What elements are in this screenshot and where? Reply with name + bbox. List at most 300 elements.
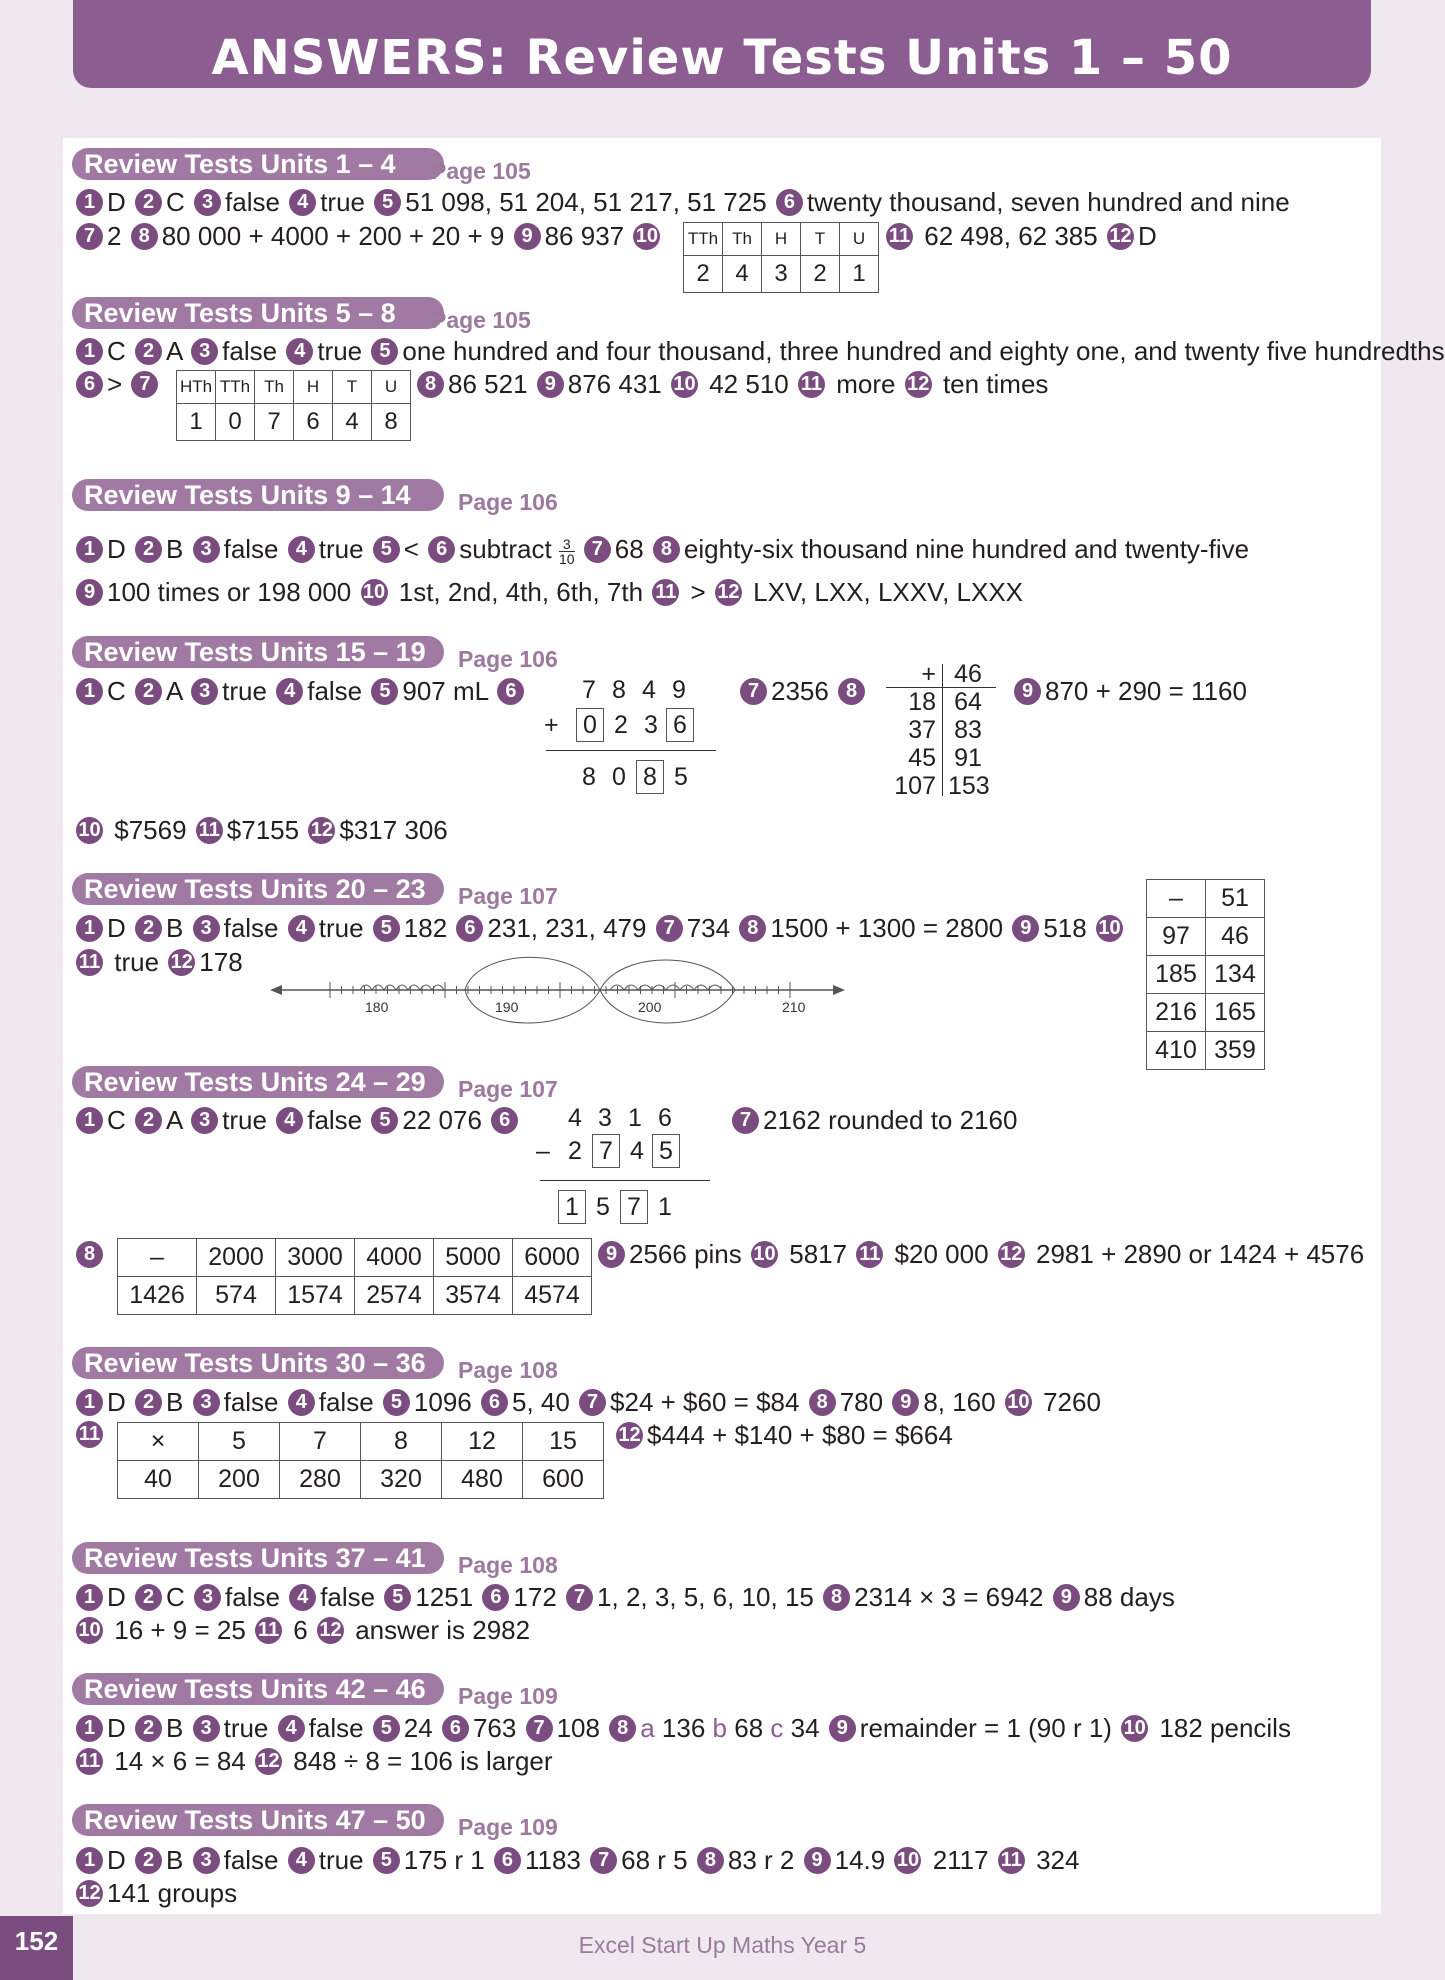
answer-text: D [107, 1713, 126, 1743]
answer-text: 182 [403, 913, 448, 943]
answer-number: 11 [886, 223, 913, 250]
page-reference: Page 107 [458, 1076, 558, 1102]
answer-number: 3 [193, 1715, 220, 1742]
answer-number: 12 [1107, 223, 1134, 250]
answer-number: 3 [191, 338, 218, 365]
table-cell: – [118, 1239, 197, 1277]
section-header: Review Tests Units 37 – 41 [72, 1542, 444, 1574]
answer-number: 12 [76, 1880, 103, 1907]
answer-number: 9 [598, 1241, 625, 1268]
table-cell: 12 [442, 1423, 523, 1461]
answer-number: 8 [697, 1847, 724, 1874]
answer-text: 5, 40 [511, 1387, 570, 1417]
answer-number: 10 [1005, 1389, 1032, 1416]
answer-text: false [320, 1582, 376, 1612]
answer-text: $7155 [226, 815, 300, 845]
answer-text: 848 ÷ 8 = 106 is larger [293, 1746, 553, 1776]
table-cell: U [840, 223, 879, 256]
answer-text: 907 mL [402, 676, 489, 706]
answer-number: 4 [289, 189, 316, 216]
answer-number: 4 [289, 1584, 316, 1611]
table-cell: 51 [1206, 880, 1265, 918]
section-header: Review Tests Units 1 – 4 [72, 148, 444, 180]
answer-line [614, 1419, 953, 1451]
answer-text: C [107, 336, 126, 366]
table-cell: 359 [1206, 1032, 1265, 1070]
answer-text: 1, 2, 3, 5, 6, 10, 15 [597, 1582, 814, 1612]
answer-number: 5 [373, 536, 400, 563]
page-number: 152 [0, 1916, 73, 1980]
answer-text: false [222, 336, 278, 366]
answer-number: 12 [255, 1748, 282, 1775]
table-cell: 46 [1206, 918, 1265, 956]
answer-text: false [308, 1713, 364, 1743]
answer-line [74, 186, 1290, 218]
table-cell: 1 [177, 404, 216, 441]
table-cell: 1426 [118, 1277, 197, 1315]
table-cell: 410 [1147, 1032, 1206, 1070]
tick-label: 190 [495, 999, 519, 1015]
answer-text: B [166, 1713, 184, 1743]
answer-text: C [107, 1105, 126, 1135]
answer-text: false [223, 534, 279, 564]
answer-line [74, 1581, 1175, 1613]
answer-number: 12 [998, 1241, 1025, 1268]
answer-text: 24 [403, 1713, 433, 1743]
answer-text: D [107, 913, 126, 943]
answer-number: 2 [135, 915, 162, 942]
answer-text: 231, 231, 479 [487, 913, 647, 943]
answer-number: 5 [371, 338, 398, 365]
answer-number: 10 [1096, 915, 1123, 942]
table-cell: 1 [840, 256, 879, 293]
answer-text: D [107, 1387, 126, 1417]
table-cell: U [372, 371, 411, 404]
section-header: Review Tests Units 15 – 19 [72, 636, 444, 668]
answer-text: 68 [734, 1713, 764, 1743]
answer-number: 6 [428, 536, 455, 563]
answer-text: 518 [1043, 913, 1087, 943]
section-header: Review Tests Units 42 – 46 [72, 1673, 444, 1705]
answer-line [884, 220, 1157, 252]
answer-text: false [225, 187, 280, 217]
page-reference: Page 106 [458, 489, 558, 515]
answer-line [74, 814, 448, 846]
answer-line [74, 1877, 237, 1909]
section-header: Review Tests Units 47 – 50 [72, 1804, 444, 1836]
answer-number: 8 [823, 1584, 850, 1611]
answer-text: B [166, 913, 184, 943]
page-reference: Page 106 [458, 646, 558, 672]
answer-number: 8 [739, 915, 766, 942]
answer-line [74, 1745, 553, 1777]
answer-text: > [690, 577, 706, 607]
answer-text: one hundred and four thousand, three hundred and eighty one, and twenty five hundredths [402, 336, 1445, 366]
answer-number: 11 [798, 371, 825, 398]
table-cell: 5000 [434, 1239, 513, 1277]
answer-text: false [223, 913, 279, 943]
answer-text: 5817 [789, 1239, 848, 1269]
answer-number: 3 [193, 915, 220, 942]
answer-number: 4 [288, 1847, 315, 1874]
answer-text: $24 + $60 = $84 [610, 1387, 800, 1417]
answer-line [74, 912, 1127, 944]
answer-text: 108 [556, 1713, 600, 1743]
answer-text: 2566 pins [629, 1239, 742, 1269]
answer-number: 6 [491, 1107, 518, 1134]
table-cell: Th [255, 371, 294, 404]
answer-line [74, 576, 1023, 608]
answer-number: 6 [494, 1847, 521, 1874]
answer-text: 51 098, 51 204, 51 217, 51 725 [405, 187, 767, 217]
answer-text: 16 + 9 = 25 [114, 1615, 246, 1645]
answer-number: 6 [442, 1715, 469, 1742]
answer-number: 1 [76, 678, 103, 705]
answer-text: true [114, 947, 160, 977]
answer-text: 876 431 [567, 369, 662, 399]
page-reference: Page 105 [431, 307, 531, 333]
answer-number: 11 [76, 1748, 103, 1775]
answer-line [74, 533, 1249, 566]
answer-text: 14.9 [834, 1845, 886, 1875]
answer-text: 2162 rounded to 2160 [763, 1105, 1018, 1135]
table-cell: 185 [1147, 956, 1206, 994]
answer-number: 7 [76, 223, 103, 250]
answer-text: 324 [1036, 1845, 1080, 1875]
answer-text: 80 000 + 4000 + 200 + 20 + 9 [161, 221, 505, 251]
answer-text: D [107, 187, 126, 217]
table-cell: 6 [294, 404, 333, 441]
answer-line [74, 220, 664, 252]
answer-text: a [640, 1713, 655, 1743]
table-cell: 4000 [355, 1239, 434, 1277]
answer-number: 5 [374, 189, 401, 216]
table-cell: HTh [177, 371, 216, 404]
answer-text: 2314 × 3 = 6942 [854, 1582, 1044, 1612]
table-cell: 3 [762, 256, 801, 293]
answer-line [74, 946, 243, 978]
answer-number: 8 [131, 223, 158, 250]
table-cell: × [118, 1423, 199, 1461]
answer-number: 9 [1053, 1584, 1080, 1611]
answer-text: 763 [472, 1713, 517, 1743]
answer-number: 4 [276, 678, 303, 705]
answer-number: 6 [76, 371, 103, 398]
table-cell: 134 [1206, 956, 1265, 994]
answer-number: 11 [76, 949, 103, 976]
page-reference: Page 108 [458, 1552, 558, 1578]
answer-text: B [166, 1845, 184, 1875]
answer-number: 7 [579, 1389, 606, 1416]
table-cell: 200 [199, 1461, 280, 1499]
answer-number: 8 [76, 1241, 103, 1268]
answer-number: 9 [1014, 678, 1041, 705]
answer-number: 8 [417, 371, 444, 398]
section-header: Review Tests Units 30 – 36 [72, 1347, 444, 1379]
table-cell: 8 [361, 1423, 442, 1461]
answer-number: 2 [135, 1107, 162, 1134]
answer-line [415, 368, 1048, 400]
answer-text: 178 [199, 947, 243, 977]
answer-text: C [107, 676, 126, 706]
answer-number: 1 [76, 1847, 103, 1874]
table-cell: 8 [372, 404, 411, 441]
answer-text: $444 + $140 + $80 = $664 [647, 1420, 953, 1450]
page-reference: Page 105 [431, 158, 531, 184]
tick-label: 210 [782, 999, 806, 1015]
answer-number: 9 [829, 1715, 856, 1742]
answer-text: D [107, 534, 126, 564]
table-cell: 7 [280, 1423, 361, 1461]
answer-text: 7260 [1043, 1387, 1101, 1417]
answer-text: 734 [686, 913, 731, 943]
table-cell: 2574 [355, 1277, 434, 1315]
answer-text: B [166, 1387, 184, 1417]
answer-number: 12 [308, 817, 335, 844]
answer-number: 9 [804, 1847, 831, 1874]
answer-text: b [712, 1713, 727, 1743]
answer-number: 5 [384, 1584, 411, 1611]
table-cell: 280 [280, 1461, 361, 1499]
answer-number: 6 [481, 1389, 508, 1416]
table-cell: 4574 [513, 1277, 592, 1315]
answer-number: 7 [566, 1584, 593, 1611]
answer-number: 6 [776, 189, 803, 216]
answer-number: 8 [809, 1389, 836, 1416]
answer-number: 10 [671, 371, 698, 398]
answer-number: 9 [537, 371, 564, 398]
answer-text: true [318, 913, 364, 943]
answer-number: 2 [135, 1847, 162, 1874]
answer-number: 1 [76, 915, 103, 942]
answer-text: false [223, 1845, 279, 1875]
table-cell: 2000 [197, 1239, 276, 1277]
answer-text: false [307, 676, 363, 706]
table-cell: 480 [442, 1461, 523, 1499]
table-cell: 600 [523, 1461, 604, 1499]
answer-text: 2117 [932, 1845, 989, 1875]
answer-text: true [222, 676, 267, 706]
answer-number: 1 [76, 1107, 103, 1134]
place-value-table [683, 222, 879, 293]
answer-number: 2 [135, 536, 162, 563]
answer-line [74, 1418, 107, 1450]
answer-text: D [107, 1582, 126, 1612]
answer-number: 7 [526, 1715, 553, 1742]
answer-text: false [223, 1387, 279, 1417]
answer-number: 5 [371, 678, 398, 705]
answer-line [74, 335, 1445, 367]
answer-text: more [836, 369, 896, 399]
answer-text: true [318, 1845, 364, 1875]
section-header: Review Tests Units 24 – 29 [72, 1066, 444, 1098]
subtraction-table [117, 1238, 592, 1315]
table-cell: H [294, 371, 333, 404]
answer-number: 11 [998, 1847, 1025, 1874]
answer-text: 68 [614, 534, 644, 564]
jump-arc [600, 960, 735, 1023]
answer-number: 10 [76, 817, 103, 844]
arrow-right-icon [833, 985, 845, 995]
tick-label: 200 [638, 999, 662, 1015]
answer-text: 88 days [1083, 1582, 1175, 1612]
table-cell: 2 [684, 256, 723, 293]
answer-text: 2 [107, 221, 122, 251]
answer-text: false [225, 1582, 280, 1612]
answer-number: 3 [191, 678, 218, 705]
addition-table: + 46 18 64 37 83 45 91 107 153 [886, 660, 996, 800]
answer-number: 5 [373, 1715, 400, 1742]
answer-text: B [166, 534, 184, 564]
tick-label: 180 [365, 999, 389, 1015]
answer-number: 7 [590, 1847, 617, 1874]
answer-text: 86 937 [544, 221, 625, 251]
answer-number: 3 [193, 536, 220, 563]
answer-text: c [770, 1713, 784, 1743]
answer-text: 42 510 [709, 369, 789, 399]
subtraction-table [1146, 879, 1265, 1070]
answer-line [74, 675, 528, 707]
answer-text: D [1137, 221, 1157, 251]
table-cell: Th [723, 223, 762, 256]
table-cell: 97 [1147, 918, 1206, 956]
answer-text: 136 [661, 1713, 706, 1743]
answer-number: 12 [168, 949, 195, 976]
answer-number: 12 [905, 371, 932, 398]
answer-line [730, 1104, 1017, 1136]
answer-number: 10 [751, 1241, 778, 1268]
answer-number: 10 [76, 1617, 103, 1644]
answer-number: 2 [135, 1715, 162, 1742]
answer-number: 4 [286, 338, 313, 365]
answer-number: 2 [135, 1389, 162, 1416]
answer-number: 8 [609, 1715, 636, 1742]
answer-number: 11 [76, 1421, 103, 1448]
answer-number: 3 [194, 1584, 221, 1611]
place-value-table [176, 370, 411, 441]
arrow-left-icon [270, 985, 282, 995]
page-reference: Page 108 [458, 1357, 558, 1383]
answer-text: $317 306 [339, 815, 448, 845]
answer-text: true [318, 534, 364, 564]
answer-text: 1500 + 1300 = 2800 [770, 913, 1004, 943]
answer-line [1012, 675, 1247, 707]
table-cell: 0 [216, 404, 255, 441]
multiplication-table [117, 1422, 604, 1499]
section-header: Review Tests Units 9 – 14 [72, 479, 444, 511]
answer-number: 5 [373, 1847, 400, 1874]
answer-number: 8 [838, 678, 865, 705]
answer-text: 141 groups [107, 1878, 238, 1908]
page-reference: Page 107 [458, 883, 558, 909]
answer-number: 5 [383, 1389, 410, 1416]
answer-text: A [166, 676, 182, 706]
answer-text: 1st, 2nd, 4th, 6th, 7th [398, 577, 644, 607]
page-reference: Page 109 [458, 1814, 558, 1840]
answer-text: 22 076 [402, 1105, 482, 1135]
answer-text: true [223, 1713, 269, 1743]
answer-text: true [222, 1105, 267, 1135]
table-cell: 165 [1206, 994, 1265, 1032]
answer-text: 870 + 290 = 1160 [1045, 676, 1247, 706]
answer-number: 7 [656, 915, 683, 942]
answer-text: eighty-six thousand nine hundred and twenty-five [683, 534, 1250, 564]
table-cell: TTh [216, 371, 255, 404]
answer-text: 8, 160 [923, 1387, 996, 1417]
answer-text: A [166, 336, 182, 366]
answer-number: 3 [193, 1389, 220, 1416]
answer-number: 1 [76, 338, 103, 365]
answer-number: 8 [653, 536, 680, 563]
answer-number: 1 [76, 536, 103, 563]
answer-text: false [307, 1105, 363, 1135]
answer-text: twenty thousand, seven hundred and nine [806, 187, 1290, 217]
answer-text: true [320, 187, 365, 217]
answer-number: 4 [288, 1389, 315, 1416]
answer-number: 4 [276, 1107, 303, 1134]
answer-line [74, 1104, 522, 1136]
answer-number: 2 [135, 678, 162, 705]
table-cell: 1574 [276, 1277, 355, 1315]
answer-number: 2 [135, 189, 162, 216]
answer-number: 5 [373, 915, 400, 942]
answer-text: 182 pencils [1159, 1713, 1291, 1743]
answer-number: 12 [715, 579, 742, 606]
table-cell: 15 [523, 1423, 604, 1461]
answer-text: 2981 + 2890 or 1424 + 4576 [1036, 1239, 1365, 1269]
table-cell: T [801, 223, 840, 256]
number-line [270, 945, 845, 1035]
table-cell: 40 [118, 1461, 199, 1499]
answer-number: 9 [514, 223, 541, 250]
answer-text: answer is 2982 [355, 1615, 531, 1645]
page-reference: Page 109 [458, 1683, 558, 1709]
table-cell: 574 [197, 1277, 276, 1315]
answer-number: 6 [482, 1584, 509, 1611]
page-title: ANSWERS: Review Tests Units 1 – 50 [211, 30, 1233, 86]
answer-number: 4 [288, 536, 315, 563]
answer-text: 62 498, 62 385 [924, 221, 1098, 251]
answer-number: 1 [76, 1389, 103, 1416]
answer-text: 6 [293, 1615, 308, 1645]
answer-number: 10 [361, 579, 388, 606]
table-cell: 6000 [513, 1239, 592, 1277]
answer-number: 7 [732, 1107, 759, 1134]
answer-text: 1096 [413, 1387, 472, 1417]
section-header: Review Tests Units 5 – 8 [72, 297, 444, 329]
answer-text: $20 000 [894, 1239, 989, 1269]
answer-text: > [107, 369, 123, 399]
answer-number: 6 [497, 678, 524, 705]
answer-text: 86 521 [448, 369, 528, 399]
answer-text: D [107, 1845, 126, 1875]
answer-number: 7 [584, 536, 611, 563]
answer-text: 68 r 5 [621, 1845, 688, 1875]
answer-text: 14 × 6 = 84 [114, 1746, 246, 1776]
answer-line [74, 1614, 530, 1646]
table-cell: 7 [255, 404, 294, 441]
title-banner [73, 0, 1371, 88]
answer-line [74, 1386, 1101, 1418]
answer-text: 100 times or 198 000 [107, 577, 352, 607]
answer-text: C [166, 187, 185, 217]
answer-number: 11 [255, 1617, 282, 1644]
answer-text: remainder = 1 (90 r 1) [859, 1713, 1112, 1743]
fraction: $\frac{3}{10}$ [558, 535, 575, 567]
answer-number: 2 [135, 1584, 162, 1611]
answer-number: 11 [196, 817, 223, 844]
answer-number: 1 [76, 1584, 103, 1611]
